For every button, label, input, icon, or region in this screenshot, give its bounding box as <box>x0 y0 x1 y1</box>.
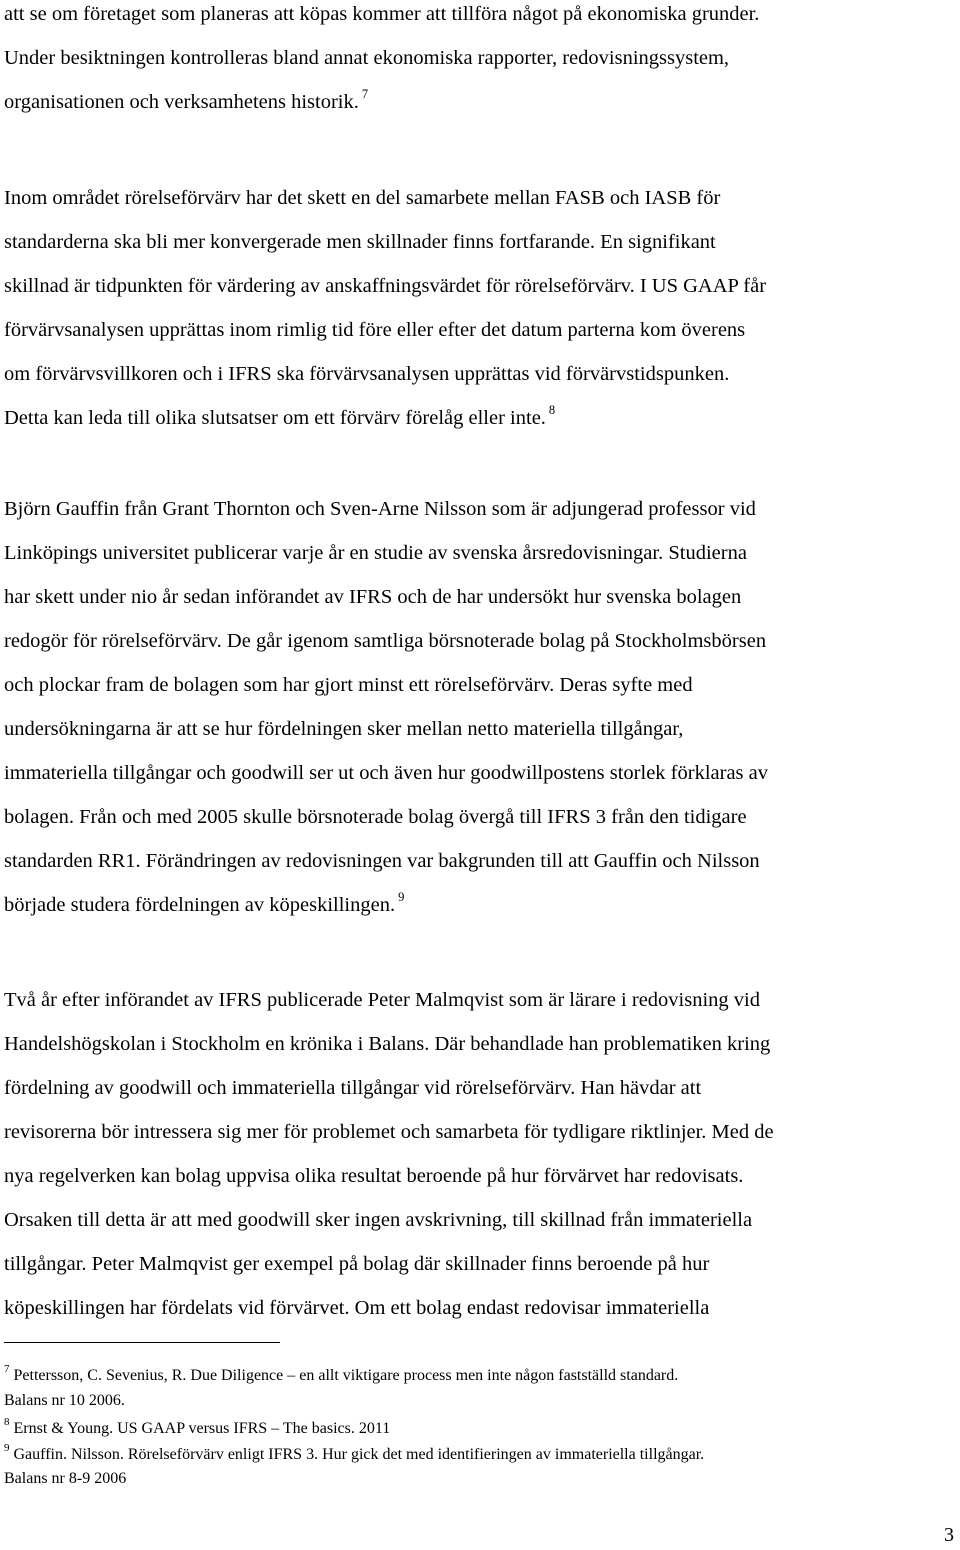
body-line: Linköpings universitet publicerar varje år en studie av svenska årsredovisningar. Studierna <box>4 542 747 564</box>
footnote-9 <box>4 1442 705 1463</box>
body-line-text: Detta kan leda till olika slutsatser om ett förvärv förelåg eller inte. <box>4 407 546 429</box>
body-line: nya regelverken kan bolag uppvisa olika resultat beroende på hur förvärvet har redovisats. <box>4 1165 744 1187</box>
footnote-separator <box>4 1342 280 1343</box>
footnote-text: Pettersson, C. Sevenius, R. Due Diligence – en allt viktigare process men inte någon fastställd standard. <box>13 1367 679 1384</box>
body-line: Björn Gauffin från Grant Thornton och Sven-Arne Nilsson som är adjungerad professor vid <box>4 498 756 520</box>
footnote-ref: 8 <box>548 403 556 417</box>
body-line: köpeskillingen har fördelats vid förvärvet. Om ett bolag endast redovisar immateriella <box>4 1297 710 1319</box>
footnote-7-continued: Balans nr 10 2006. <box>4 1392 125 1409</box>
body-line: Orsaken till detta är att med goodwill sker ingen avskrivning, till skillnad från immateriella <box>4 1209 753 1231</box>
footnote-number: 9 <box>4 1442 10 1454</box>
footnote-text: Gauffin. Nilsson. Rörelseförvärv enligt IFRS 3. Hur gick det med identifieringen av immateriella tillgångar. <box>13 1446 705 1463</box>
body-line: förvärvsanalysen upprättas inom rimlig tid före eller efter det datum parterna kom överens <box>4 319 746 341</box>
body-line: bolagen. Från och med 2005 skulle börsnoterade bolag övergå till IFRS 3 från den tidigare <box>4 806 747 828</box>
body-line: standarden RR1. Förändringen av redovisningen var bakgrunden till att Gauffin och Nilsson <box>4 850 760 872</box>
body-line: Handelshögskolan i Stockholm en krönika i Balans. Där behandlade han problematiken kring <box>4 1033 771 1055</box>
body-line: redogör för rörelseförvärv. De går igenom samtliga börsnoterade bolag på Stockholmsbörsen <box>4 630 767 652</box>
body-line: undersökningarna är att se hur fördelningen sker mellan netto materiella tillgångar, <box>4 718 684 740</box>
body-line: har skett under nio år sedan införandet av IFRS och de har undersökt hur svenska bolagen <box>4 586 742 608</box>
footnote-9-continued: Balans nr 8-9 2006 <box>4 1470 127 1487</box>
footnote-7 <box>4 1363 679 1384</box>
body-line: fördelning av goodwill och immateriella tillgångar vid rörelseförvärv. Han hävdar att <box>4 1077 702 1099</box>
page-number: 3 <box>944 1524 954 1546</box>
footnote-number: 8 <box>4 1416 10 1428</box>
footnote-text: Ernst & Young. US GAAP versus IFRS – The basics. 2011 <box>13 1420 391 1437</box>
body-line: immateriella tillgångar och goodwill ser ut och även hur goodwillpostens storlek förklaras av <box>4 762 768 784</box>
footnote-8 <box>4 1416 391 1437</box>
body-line: Två år efter införandet av IFRS publicerade Peter Malmqvist som är lärare i redovisning vid <box>4 989 760 1011</box>
body-line: standarderna ska bli mer konvergerade men skillnader finns fortfarande. En signifikant <box>4 231 716 253</box>
body-line <box>4 890 405 916</box>
document-page <box>4 0 960 1550</box>
body-line-text: började studera fördelningen av köpeskillingen. <box>4 894 396 916</box>
footnote-number: 7 <box>4 1363 10 1375</box>
body-line: om förvärvsvillkoren och i IFRS ska förvärvsanalysen upprättas vid förvärvstidspunken. <box>4 363 730 385</box>
body-line: att se om företaget som planeras att köpas kommer att tillföra något på ekonomiska grunder. <box>4 3 760 25</box>
body-line: revisorerna bör intressera sig mer för problemet och samarbeta för tydligare riktlinjer. Med de <box>4 1121 774 1143</box>
body-line: Under besiktningen kontrolleras bland annat ekonomiska rapporter, redovisningssystem, <box>4 47 730 69</box>
body-line: tillgångar. Peter Malmqvist ger exempel på bolag där skillnader finns beroende på hur <box>4 1253 710 1275</box>
body-line: Inom området rörelseförvärv har det skett en del samarbete mellan FASB och IASB för <box>4 187 721 209</box>
footnote-ref: 7 <box>361 87 369 101</box>
body-line: skillnad är tidpunkten för värdering av anskaffningsvärdet för rörelseförvärv. I US GAAP får <box>4 275 767 297</box>
body-line <box>4 87 369 113</box>
body-line-text: organisationen och verksamhetens historik. <box>4 91 359 113</box>
footnote-ref: 9 <box>398 890 405 904</box>
body-line: och plockar fram de bolagen som har gjort minst ett rörelseförvärv. Deras syfte med <box>4 674 693 696</box>
body-line <box>4 403 556 429</box>
